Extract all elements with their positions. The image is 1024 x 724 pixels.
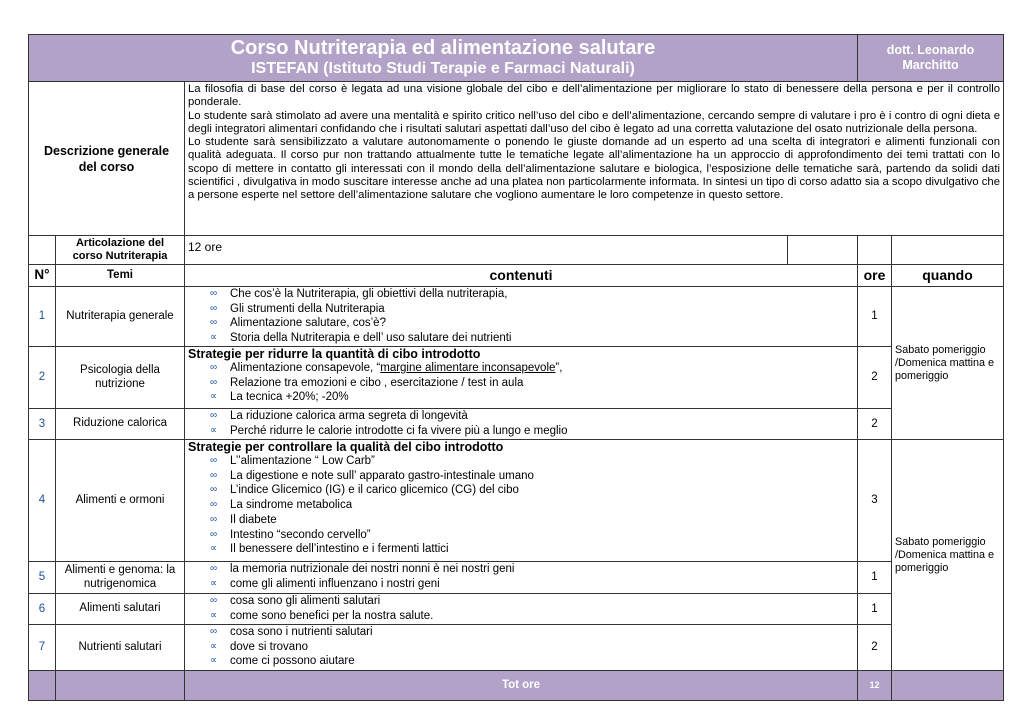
empty-cell (892, 671, 1004, 701)
empty-cell (892, 236, 1004, 265)
col-header-contenuti: contenuti (185, 265, 858, 287)
articolazione-value: 12 ore (185, 236, 788, 265)
row-ore: 1 (858, 562, 892, 594)
empty-cell (29, 671, 56, 701)
col-header-temi: Temi (56, 265, 185, 287)
course-title-cell (29, 35, 858, 82)
row-tema: Alimenti salutari (56, 594, 185, 625)
table-row (29, 287, 1004, 347)
row-contenuti (185, 625, 858, 671)
infinity-bullet-icon: ∞ (210, 469, 218, 481)
row-tema: Nutriterapia generale (56, 287, 185, 347)
articolazione-row (29, 236, 1004, 265)
row-number: 5 (29, 562, 56, 594)
row-ore: 2 (858, 625, 892, 671)
list-item: ∞ cosa sono i nutrienti salutari (210, 626, 373, 638)
infinity-bullet-icon: ∞ (210, 302, 218, 314)
row-number: 4 (29, 440, 56, 562)
row-quando: Sabato pomeriggio /Domenica mattina e pomeriggio (892, 287, 1004, 440)
course-institute: ISTEFAN (Istituto Studi Terapie e Farmaci Naturali) (251, 60, 635, 77)
proportional-bullet-icon: ∝ (210, 391, 218, 403)
infinity-bullet-icon: ∞ (210, 528, 218, 540)
row-ore: 2 (858, 347, 892, 409)
proportional-bullet-icon: ∝ (210, 543, 218, 555)
list-item: ∞ Alimentazione salutare, cos’è? (210, 317, 386, 330)
row-tema: Psicologia della nutrizione (56, 347, 185, 409)
col-header-quando: quando (892, 265, 1004, 287)
infinity-bullet-icon: ∞ (210, 317, 218, 329)
course-table (28, 34, 1004, 701)
list-item: ∞ La sindrome metabolica (210, 499, 353, 512)
description-label: Descrizione generale del corso (29, 82, 185, 236)
row-number: 3 (29, 409, 56, 440)
list-item: ∞ Il diabete (210, 513, 277, 526)
table-row (29, 625, 1004, 671)
proportional-bullet-icon: ∝ (210, 655, 218, 667)
infinity-bullet-icon: ∞ (210, 563, 218, 574)
description-paragraph: Lo studente sarà sensibilizzato a valutare autonomamente o ponendo le giuste domande ad un esperto ad una scelta di integratori e alimenti funzionali con qualità adeguata. Il corso pur non trattando attualmente tutte le tematiche legate all’alimentazione ha un approccio di approfondimento dei temi trattati con lo scopo di mettere in contatto gli interessati con il mondo della dell’alimentazione salutare e biologica, l’esposizione delle tematiche sarà, partendo da solidi dati scientifici , divulgativa in modo suscitare interesse anche ad una platea non particolarmente informata. In sintesi un tipo di corso adatto sia a scopo divulgativo che a persone esperte nel settore dell’alimentazione salutare che vogliono aumentare le loro competenze in questo settore. (188, 136, 1000, 202)
row-number: 6 (29, 594, 56, 625)
row-tema: Nutrienti salutari (56, 625, 185, 671)
row-number: 7 (29, 625, 56, 671)
total-value: 12 (858, 671, 892, 701)
list-item: ∝ come ci possono aiutare (210, 655, 355, 668)
list-item: ∞ Relazione tra emozioni e cibo , esercitazione / test in aula (210, 376, 524, 389)
total-row (29, 671, 1004, 701)
description-text (185, 82, 1004, 236)
empty-cell (29, 236, 56, 265)
list-item: ∞ la memoria nutrizionale dei nostri nonni è nei nostri geni (210, 563, 515, 575)
list-item: ∞ L’’alimentazione “ Low Carb” (210, 455, 375, 467)
title-row (29, 35, 1004, 82)
row-tema: Alimenti e genoma: la nutrigenomica (56, 562, 185, 594)
empty-cell (858, 236, 892, 265)
row-ore: 2 (858, 409, 892, 440)
row-number: 2 (29, 347, 56, 409)
list-item: ∞ Che cos’è la Nutriterapia, gli obiettivi della nutriterapia, (210, 288, 508, 300)
proportional-bullet-icon: ∝ (210, 577, 218, 589)
description-row (29, 82, 1004, 236)
table-row (29, 594, 1004, 625)
total-label: Tot ore (185, 671, 858, 701)
row-contenuti (185, 562, 858, 594)
row-tema: Alimenti e ormoni (56, 440, 185, 562)
row-number: 1 (29, 287, 56, 347)
list-item: ∞ Gli strumenti della Nutriterapia (210, 302, 385, 315)
list-item: ∝ dove si trovano (210, 640, 308, 653)
row-ore: 3 (858, 440, 892, 562)
infinity-bullet-icon: ∞ (210, 595, 218, 606)
infinity-bullet-icon: ∞ (210, 288, 218, 299)
list-item: ∞ Alimentazione consapevole, “margine alimentare inconsapevole”, (210, 362, 563, 374)
strategy-heading: Strategie per controllare la qualità del cibo introdotto (188, 440, 504, 454)
description-paragraph: Lo studente sarà stimolato ad avere una mentalità e spirito critico nell’uso del cibo e dell’alimentazione, cercando sempre di valutare i pro è i contro di ogni dieta e degli integratori alimentari confidando che i risultati salutari aspettati dall’uso del cibo è legato ad una corretta valutazione del osato nutrizionale della persona. (188, 109, 1000, 135)
row-tema: Riduzione calorica (56, 409, 185, 440)
row-contenuti (185, 594, 858, 625)
list-item: ∞ Intestino “secondo cervello” (210, 528, 371, 541)
infinity-bullet-icon: ∞ (210, 455, 218, 466)
proportional-bullet-icon: ∝ (210, 424, 218, 436)
table-row (29, 347, 1004, 409)
row-ore: 1 (858, 594, 892, 625)
row-contenuti (185, 347, 858, 409)
description-paragraph: La filosofia di base del corso è legata ad una visione globale del cibo e dell’alimentazione per migliorare lo stato di benessere della persona e per il controllo ponderale. (188, 83, 1000, 109)
infinity-bullet-icon: ∞ (210, 626, 218, 637)
infinity-bullet-icon: ∞ (210, 376, 218, 388)
list-item: ∝ come sono benefici per la nostra salute. (210, 609, 434, 622)
empty-cell (56, 671, 185, 701)
row-contenuti (185, 440, 858, 562)
table-row (29, 440, 1004, 562)
infinity-bullet-icon: ∞ (210, 499, 218, 511)
list-item: ∞ cosa sono gli alimenti salutari (210, 595, 381, 607)
row-quando: Sabato pomeriggio /Domenica mattina e pomeriggio (892, 440, 1004, 671)
list-item: ∞ L’indice Glicemico (IG) e il carico glicemico (CG) del cibo (210, 484, 519, 497)
col-header-ore: ore (858, 265, 892, 287)
list-item: ∝ La tecnica +20%; -20% (210, 391, 349, 404)
row-contenuti (185, 409, 858, 440)
empty-cell (788, 236, 858, 265)
infinity-bullet-icon: ∞ (210, 362, 218, 373)
author: dott. Leonardo Marchitto (858, 35, 1004, 82)
strategy-heading: Strategie per ridurre la quantità di cibo introdotto (188, 347, 481, 361)
col-header-n: N° (29, 265, 56, 287)
proportional-bullet-icon: ∝ (210, 609, 218, 621)
infinity-bullet-icon: ∞ (210, 484, 218, 496)
list-item: ∝ Storia della Nutriterapia e dell’ uso salutare dei nutrienti (210, 332, 512, 345)
course-title: Corso Nutriterapia ed alimentazione salutare (230, 37, 656, 59)
list-item: ∝ Il benessere dell’intestino e i fermenti lattici (210, 543, 449, 556)
row-contenuti (185, 287, 858, 347)
table-row (29, 409, 1004, 440)
articolazione-label: Articolazione del corso Nutriterapia (56, 236, 185, 265)
list-item: ∞ La digestione e note sull’ apparato gastro-intestinale umano (210, 469, 534, 482)
column-header-row (29, 265, 1004, 287)
proportional-bullet-icon: ∝ (210, 332, 218, 344)
infinity-bullet-icon: ∞ (210, 410, 218, 421)
row-ore: 1 (858, 287, 892, 347)
list-item: ∝ Perché ridurre le calorie introdotte ci fa vivere più a lungo e meglio (210, 424, 568, 437)
table-row (29, 562, 1004, 594)
infinity-bullet-icon: ∞ (210, 513, 218, 525)
proportional-bullet-icon: ∝ (210, 640, 218, 652)
list-item: ∞ La riduzione calorica arma segreta di longevità (210, 410, 468, 422)
list-item: ∝ come gli alimenti influenzano i nostri geni (210, 577, 440, 590)
